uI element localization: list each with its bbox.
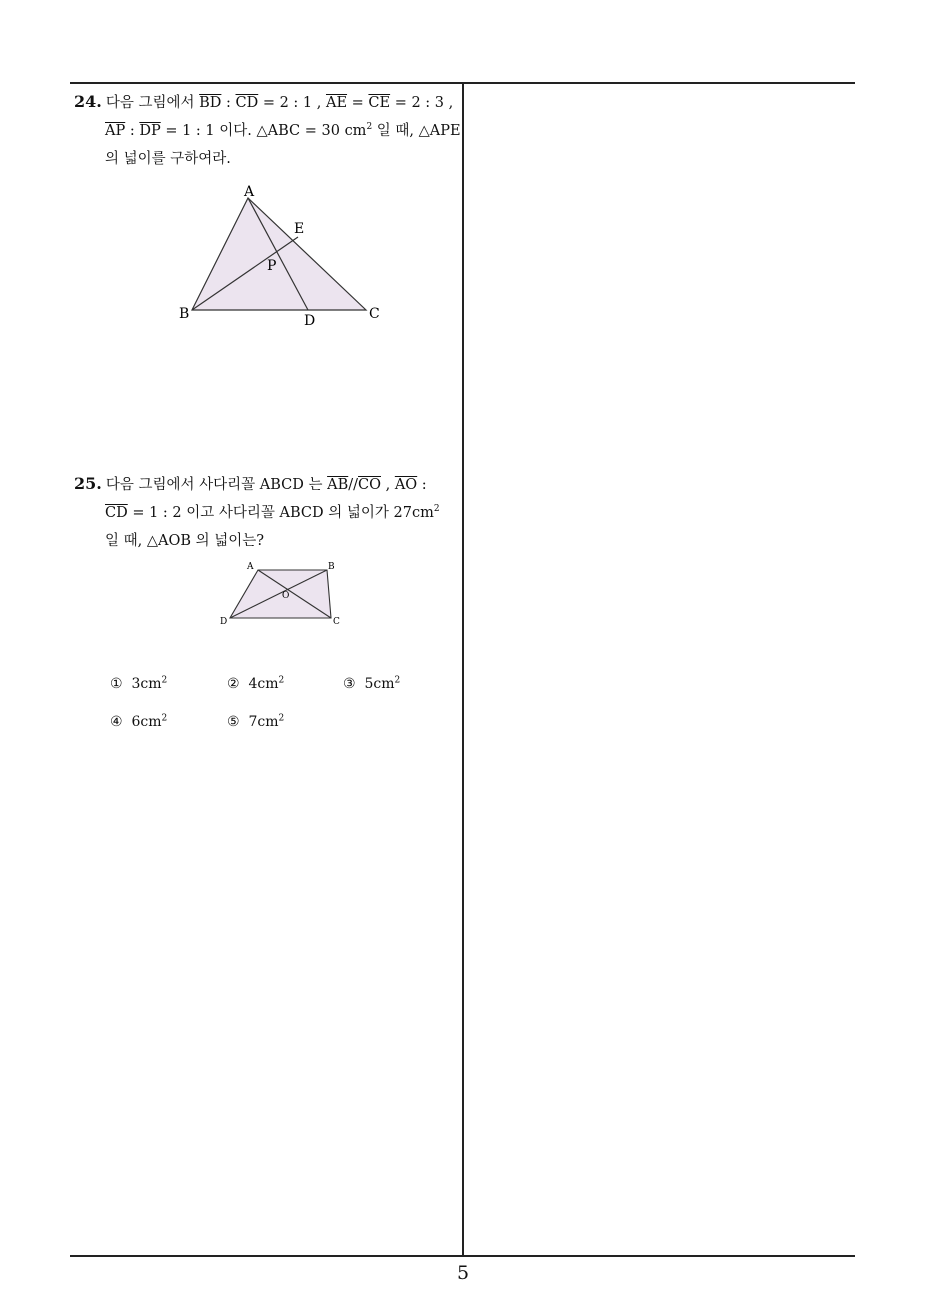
- question-number: 24.: [74, 92, 102, 111]
- question-number: 25.: [74, 474, 102, 493]
- bottom-rule: [70, 1255, 855, 1257]
- choice-3[interactable]: ③ $5cm^2$: [343, 675, 401, 692]
- question-24: [74, 88, 464, 173]
- choice-1[interactable]: ① $3cm^2$: [110, 675, 168, 692]
- triangle-abc: [192, 198, 366, 310]
- vertex-label-b: B: [179, 306, 190, 322]
- question-25-line-2: $\overline{CD} = 1$ : 2 이고 사다리꼴 ABCD 의 넓이가 $27cm^2$: [105, 504, 440, 521]
- vertex-label-d: D: [220, 617, 228, 627]
- point-label-e: E: [294, 221, 305, 237]
- question-25-line-1: 25. 다음 그림에서 사다리꼴 ABCD 는 $\overline{AB}//\overline{CO}$ , $\overline{AO}$ :: [74, 474, 427, 493]
- vertex-label-b: B: [328, 562, 335, 572]
- question-24-line-2: $\overline{AP}$ : $\overline{DP} = 1$ : 1 이다. △ABC = 30 $cm^2$ 일 때, △APE: [105, 122, 461, 139]
- vertex-label-c: C: [333, 617, 340, 627]
- choice-4[interactable]: ④ $6cm^2$: [110, 713, 168, 730]
- page-number: 5: [456, 1262, 470, 1284]
- vertex-label-a: A: [247, 562, 254, 572]
- choice-2[interactable]: ② $4cm^2$: [227, 675, 285, 692]
- vertex-label-a: A: [244, 184, 255, 200]
- question-24-line-3: 의 넓이를 구하여라.: [105, 151, 231, 167]
- point-label-d: D: [304, 313, 316, 329]
- question-25: [74, 470, 464, 555]
- trapezoid-figure: [215, 558, 355, 630]
- question-25-line-3: 일 때, △AOB 의 넓이는?: [105, 533, 265, 549]
- question-24-line-1: 24. 다음 그림에서 $\overline{BD}$ : $\overline{CD} = 2$ : 1 , $\overline{AE} = \overline{CE} = 2$ : 3 ,: [74, 92, 454, 111]
- point-label-o: O: [282, 591, 290, 601]
- column-divider: [462, 82, 464, 1256]
- vertex-label-c: C: [369, 306, 380, 322]
- point-label-p: P: [267, 258, 277, 274]
- choice-5[interactable]: ⑤ $7cm^2$: [227, 713, 285, 730]
- triangle-figure: [170, 180, 390, 330]
